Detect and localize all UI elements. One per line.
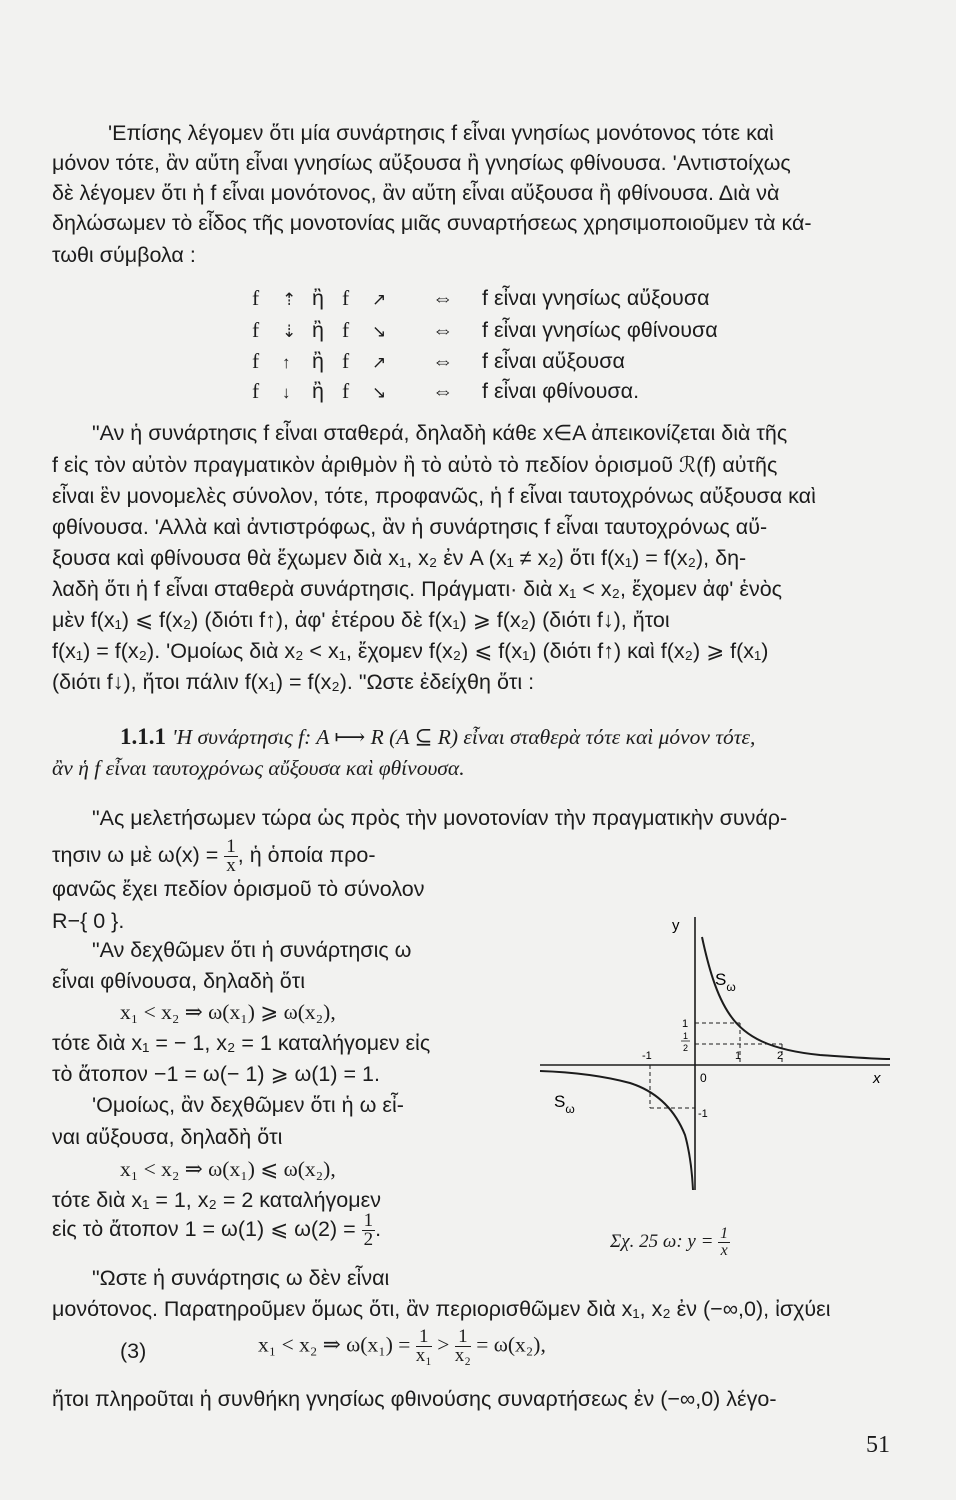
fraction-one-over-x: $\frac{1}{x}$ — [226, 836, 236, 876]
fraction-one-half: $\frac{1}{2}$ — [363, 1210, 374, 1250]
fraction-one-over-x1: $\frac{1}{\text{x₁}}$ — [415, 1326, 432, 1366]
tick-y-neg1: -1 — [698, 1108, 708, 1120]
down-right-arrow-icon: ↘ — [372, 322, 387, 341]
x-axis-label: x — [873, 1070, 881, 1087]
y-axis-label: y — [672, 917, 680, 934]
para5-line2: μονότονος. Παρατηροῦμεν ὅμως ὅτι, ἂν περιορισθῶμεν διὰ x₁, x₂ ἐν (−∞,0), ἰσχύει — [52, 1297, 831, 1321]
curve-label-lower: $S_\omega$ — [554, 1092, 575, 1116]
para1-line2: μόνον τότε, ἂν αὔτη εἶναι γνησίως αὔξουσα ἢ γνησίως φθίνουσα. 'Αντιστοίχως — [52, 151, 791, 175]
para4-implication1: x₁ < x₂ ⇒ ω(x₁) ⩾ ω(x₂), — [120, 1000, 336, 1024]
para4-line6: 'Ομοίως, ἂν δεχθῶμεν ὅτι ἡ ω εἶ- — [92, 1093, 404, 1117]
tick-y-half-num: 1 — [683, 1031, 689, 1041]
tick-x-neg1: -1 — [642, 1050, 652, 1062]
para4-line4: τότε διὰ x₁ = − 1, x₂ = 1 καταλήγομεν εἰς — [52, 1031, 431, 1055]
para4-implication2: x₁ < x₂ ⇒ ω(x₁) ⩽ ω(x₂), — [120, 1157, 336, 1181]
para2-line1: "Αν ἡ συνάρτησις f εἶναι σταθερά, δηλαδὴ κάθε x∈A ἀπεικονίζεται διὰ τῆς — [92, 421, 788, 445]
para2-line6: λαδὴ ὅτι ἡ f εἶναι σταθερὰ συνάρτησις. Πράγματι· διὰ x₁ < x₂, ἔχομεν ἀφ' ἑνὸς — [52, 577, 783, 601]
para2-line4: φθίνουσα. 'Αλλὰ καὶ ἀντιστρόφως, ἂν ἡ συνάρτησις f εἶναι ταυτοχρόνως αὔ- — [52, 515, 768, 539]
para3-line1: "Ας μελετήσωμεν τώρα ὡς πρὸς τὴν μονοτονίαν τὴν πραγματικὴν συνάρ- — [92, 806, 788, 830]
curve-upper-branch — [702, 937, 890, 1059]
para3-line4: R−{ 0 }. — [52, 909, 125, 933]
dashed-up-arrow-icon: ⇡ — [282, 290, 297, 309]
theorem-number: 1.1.1 — [120, 724, 166, 749]
para2-line2: f εἰς τὸν αὐτὸν πραγματικὸν ἀριθμὸν ἢ τὸ αὐτὸ τὸ πεδίον ὁρισμοῦ ℛ(f) αὐτῆς — [52, 453, 778, 477]
curve-lower-branch — [540, 1071, 693, 1190]
tick-x-2: 2 — [777, 1050, 784, 1062]
para3-line3: φανῶς ἔχει πεδίον ὁρισμοῦ τὸ σύνολον — [52, 877, 425, 901]
para2-line5: ξουσα καὶ φθίνουσα θὰ ἔχωμεν διὰ x₁, x₂ ἐν A (x₁ ≠ x₂) ὅτι f(x₁) = f(x₂), δη- — [52, 546, 747, 570]
last-line: ἤτοι πληροῦται ἡ συνθήκη γνησίως φθινούσης συναρτήσεως ἐν (−∞,0) λέγο- — [52, 1387, 777, 1411]
iff-icon: ⇔ — [432, 379, 454, 403]
symbol-row-increasing: f ↑ ἢ f ↗ ⇔ f εἶναι αὔξουσα — [252, 346, 625, 378]
para1-line5: τωθι σύμβολα : — [52, 243, 196, 267]
para4-line5: τὸ ἄτοπον −1 = ω(− 1) ⩾ ω(1) = 1. — [52, 1062, 380, 1086]
up-right-arrow-icon: ↗ — [372, 290, 387, 309]
tick-y-half-den: 2 — [683, 1043, 689, 1053]
para3-line2: τησιν ω μὲ ω(x) = $\frac{1}{x}$ , ἡ ὁποία προ- — [52, 836, 376, 876]
fraction-one-over-x2: $\frac{1}{\text{x₂}}$ — [454, 1326, 471, 1366]
para4-line1: "Αν δεχθῶμεν ὅτι ἡ συνάρτησις ω — [92, 938, 412, 962]
absurd-line-2: εἰς τὸ ἄτοπον 1 = ω(1) ⩽ ω(2) = $\frac{1}{2}$ . — [52, 1210, 382, 1250]
para2-line3: εἶναι ἓν μονομελὲς σύνολον, τότε, προφανῶς, ἡ f εἶναι ταυτοχρόνως αὔξουσα καὶ — [52, 484, 816, 508]
para4-line9: τότε διὰ x₁ = 1, x₂ = 2 καταλήγομεν — [52, 1188, 381, 1212]
symbol-row-strict-increasing: f ⇡ ἢ f ↗ ⇔ f εἶναι γνησίως αὔξουσα — [252, 283, 710, 315]
tick-x-1: 1 — [735, 1050, 742, 1062]
page-number: 51 — [866, 1432, 890, 1458]
para1-line3: δὲ λέγομεν ὅτι ἡ f εἶναι μονότονος, ἂν αὔτη εἶναι αὔξουσα ἢ φθίνουσα. Διὰ νὰ — [52, 181, 780, 205]
down-right-arrow-icon: ↘ — [372, 383, 387, 402]
down-arrow-icon: ↓ — [282, 383, 291, 402]
para4-line7: ναι αὔξουσα, δηλαδὴ ὅτι — [52, 1125, 283, 1149]
dashed-down-arrow-icon: ⇣ — [282, 322, 297, 341]
equation-3-label: (3) — [120, 1339, 147, 1363]
iff-icon: ⇔ — [432, 349, 454, 373]
theorem-line1: 'Η συνάρτησις f: A ⟼ R (A ⊆ R) εἶναι σταθερὰ τότε καὶ μόνον τότε, — [171, 725, 756, 749]
iff-icon: ⇔ — [432, 286, 454, 310]
symbol-row-strict-decreasing: f ⇣ ἢ f ↘ ⇔ f εἶναι γνησίως φθίνουσα — [252, 315, 718, 347]
theorem-line2: ἂν ἡ f εἶναι ταυτοχρόνως αὔξουσα καὶ φθίνουσα. — [52, 756, 465, 780]
tick-y-1: 1 — [682, 1018, 689, 1030]
origin-label: 0 — [700, 1071, 707, 1085]
para2-line9: (διότι f↓), ἤτοι πάλιν f(x₁) = f(x₂). "Ωστε ἐδείχθη ὅτι : — [52, 670, 535, 694]
up-right-arrow-icon: ↗ — [372, 353, 387, 372]
para1-line4: δηλώσωμεν τὸ εἶδος τῆς μονοτονίας μιᾶς συναρτήσεως χρησιμοποιοῦμεν τὰ κά- — [52, 211, 812, 235]
caption-fraction: $\frac{1}{x}$ — [720, 1225, 729, 1259]
theorem-1-1-1 — [120, 722, 755, 752]
para4-line2: εἶναι φθίνουσα, δηλαδὴ ὅτι — [52, 969, 305, 993]
para2-line7: μὲν f(x₁) ⩽ f(x₂) (διότι f↑), ἀφ' ἑτέρου δὲ f(x₁) ⩾ f(x₂) (διότι f↓), ἤτοι — [52, 608, 670, 632]
up-arrow-icon: ↑ — [282, 353, 291, 372]
para2-line8: f(x₁) = f(x₂). 'Ομοίως διὰ x₂ < x₁, ἔχομεν f(x₂) ⩽ f(x₁) (διότι f↑) καὶ f(x₂) ⩾ f(x₁) — [52, 639, 769, 663]
iff-icon: ⇔ — [432, 318, 454, 342]
para1-line1: 'Επίσης λέγομεν ὅτι μία συνάρτησις f εἶναι γνησίως μονότονος τότε καὶ — [108, 121, 774, 145]
equation-3: x₁ < x₂ ⇒ ω(x₁) = $\frac{1}{\text{x₁}}$ > $\frac{1}{\text{x₂}}$ = ω(x₂), — [258, 1326, 546, 1366]
figure-caption: Σχ. 25 ω: y = $\frac{1}{x}$ — [610, 1225, 729, 1259]
figure-hyperbola — [530, 905, 910, 1195]
curve-label-upper: $S_\omega$ — [715, 970, 736, 994]
para5-line1: "Ωστε ἡ συνάρτησις ω δὲν εἶναι — [92, 1266, 390, 1290]
symbol-row-decreasing: f ↓ ἢ f ↘ ⇔ f εἶναι φθίνουσα. — [252, 376, 639, 408]
